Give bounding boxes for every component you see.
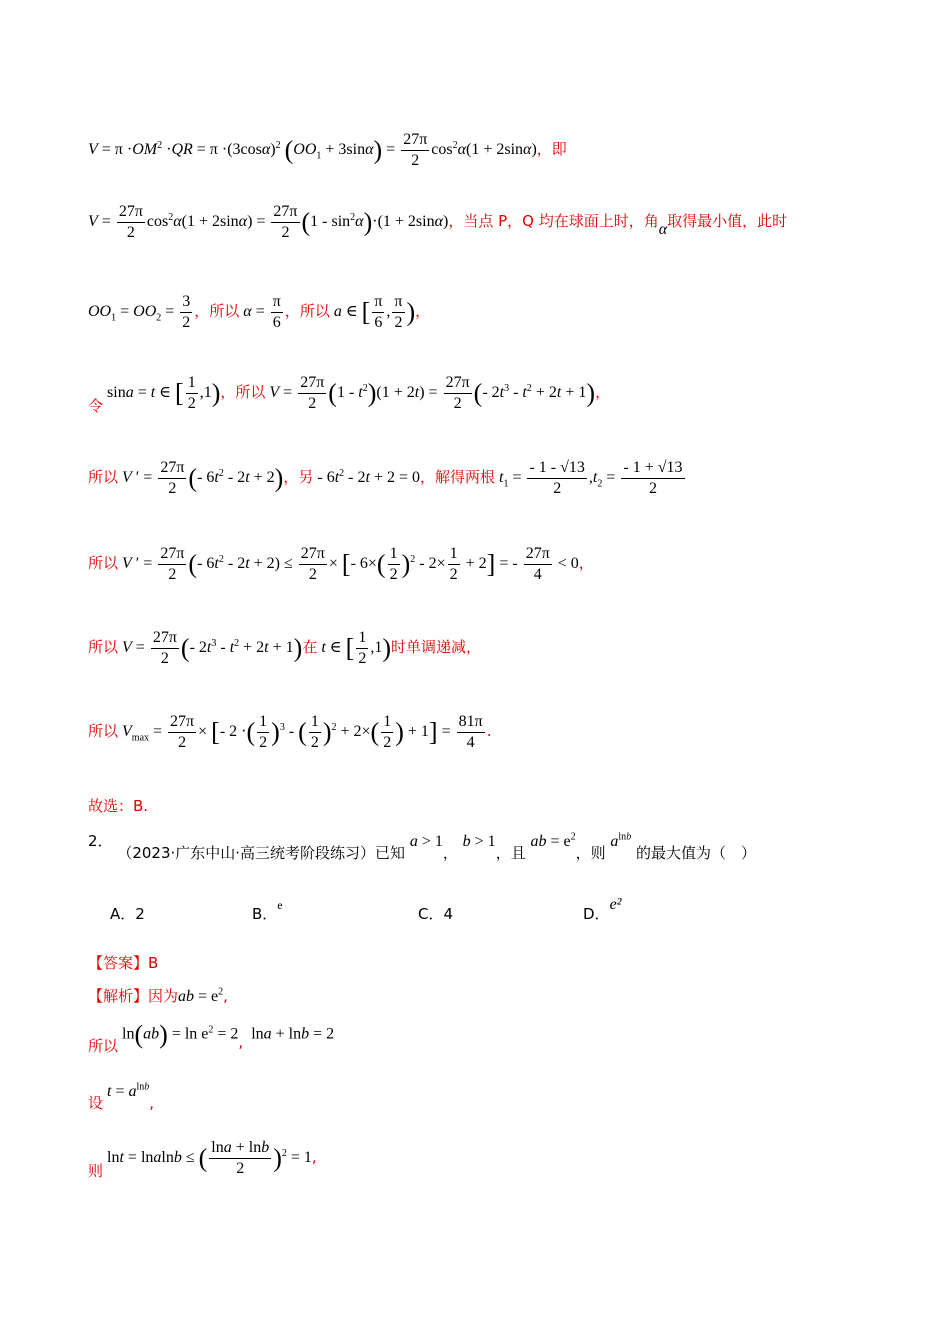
step-text: ，解得两根	[419, 468, 495, 487]
analysis-text: 所以	[88, 1036, 119, 1055]
step-text: .	[486, 722, 492, 741]
option-c[interactable]	[418, 903, 453, 924]
solution-line-6: 所以 V ′ = $\frac{27\pi}{2}$ (- $6t^2 - 2t + 2$) ≤ $\frac{27\pi}{2}$ × [- 6×( $\frac{1}{2}$ )$^2$ - 2× $\frac{1}{2}$ + 2] = - $\frac{27\pi}{4}$ < 0，	[88, 545, 594, 583]
step-text: 时单调递减，	[390, 638, 481, 657]
step-text: 所以	[88, 554, 119, 573]
analysis-text: 设	[88, 1094, 104, 1112]
option-a[interactable]	[110, 903, 145, 924]
solution-line-1: $V = \pi \cdot OM^2 \cdot QR = \pi \cdot(3\cos\alpha)^2$ $(OO_1 + 3\sin\alpha)$ = $\frac{27\pi}{2}$ $\cos^2\alpha(1 + 2\sin\alpha)$，即	[88, 131, 567, 169]
option-label: B．	[252, 905, 278, 923]
step-text: ，所以	[284, 302, 330, 321]
step-text: ，所以	[220, 383, 266, 402]
solution-line-3: $OO_1 = OO_2$ = $\frac{3}{2}$ ，所以 α = $\frac{\pi}{6}$ ，所以 a ∈ [ $\frac{\pi}{6}$ , $\frac{\pi}{2}$ )，	[88, 293, 431, 331]
option-d[interactable]	[583, 896, 622, 924]
option-value: e	[277, 898, 283, 912]
step-text: ，所以	[194, 302, 240, 321]
option-b[interactable]	[252, 898, 283, 924]
question-source: （2023·广东中山·高三统考阶段练习）已知	[117, 844, 406, 862]
option-label: D．	[583, 905, 610, 923]
analysis-text: 因为	[148, 987, 179, 1005]
analysis-line-3: 设 $t = a^{lnb}$,	[88, 1081, 155, 1112]
step-text: 令	[88, 397, 104, 416]
solution-line-5: 所以 V ′ = $\frac{27\pi}{2}$ (- $6t^2 - 2t + 2$)，另 - $6t^2 - 2t + 2 = 0$，解得两根 $t_1$ = $\frac{- 1 - √13}{2}$ $,t_2$ = $\frac{- 1 + √13}{2}$	[88, 459, 683, 497]
option-label: A．	[110, 905, 136, 923]
analysis-line-2: 所以 $\ln(ab) = \ln e^2 = 2$, lna + lnb = 2	[88, 1020, 335, 1055]
step-text: 取得最小值，此时	[667, 212, 788, 231]
separator: ，且	[495, 844, 526, 862]
option-label: C．	[418, 905, 444, 923]
separator: ，	[442, 844, 458, 862]
step-text: ，即	[536, 140, 567, 159]
step-text: 所以	[88, 722, 119, 741]
choice-line: 故选：B.	[88, 797, 149, 815]
solution-line-7: 所以 V = $\frac{27\pi}{2}$ (- $2t^3 - t^2 + 2t + 1$)在 t ∈ [ $\frac{1}{2}$ ,1)时单调递减，	[88, 629, 481, 667]
step-text: 所以	[88, 468, 119, 487]
solution-line-2: V = $\frac{27\pi}{2}$ $\cos^2\alpha(1 + 2\sin\alpha)$ = $\frac{27\pi}{2}$ $(1 - \sin^2\alpha)\cdot(1 + 2\sin\alpha)$，当点 P，Q 均在球面上时，角α取得最小值，此时	[88, 203, 788, 241]
step-text: 在	[302, 638, 318, 657]
option-value: 4	[443, 905, 454, 923]
step-text: ，	[415, 302, 431, 321]
question-number: 2．	[88, 832, 113, 850]
separator: ，则	[575, 844, 606, 862]
analysis-line-1: 【解析】因为ab = $e^2$,	[88, 986, 228, 1005]
solution-line-4: 令 sina = t ∈ [ $\frac{1}{2}$ ,1)，所以 V = $\frac{27\pi}{2}$ $(1 - t^2)(1 + 2t)$ = $\frac{27\pi}{2}$ (- $2t^3 - t^2 + 2t + 1$)，	[88, 374, 611, 416]
question-ask: 的最大值为（ ）	[635, 844, 756, 862]
step-text: ，	[595, 383, 611, 402]
option-value: 2	[135, 905, 145, 923]
step-text: ，另	[283, 468, 314, 487]
step-text: ，	[578, 554, 594, 573]
option-value: e²	[609, 896, 622, 913]
answer-tag: 【答案】B	[88, 954, 159, 972]
analysis-text: 则	[88, 1162, 104, 1181]
step-text: ，当点 P，Q 均在球面上时，角	[448, 212, 659, 231]
solution-line-8: 所以 $V_{max}$ = $\frac{27\pi}{2}$ × [- 2 ·( $\frac{1}{2}$ )$^3$ - ( $\frac{1}{2}$ )$^2$ + 2×( $\frac{1}{2}$ ) + 1] = $\frac{81\pi}{4}$ .	[88, 713, 492, 751]
question-2: 2． （2023·广东中山·高三统考阶段练习）已知 a > 1， b > 1，且 ab = $e^2$，则 $a^{lnb}$ 的最大值为（ ）	[88, 831, 756, 862]
analysis-tag: 【解析】	[88, 987, 149, 1005]
analysis-line-4: 则 lnt = lnalnb ≤ ( $\frac{\ln a + \ln b}{2}$ )$^2$ = 1,	[88, 1139, 317, 1181]
step-text: 所以	[88, 638, 119, 657]
